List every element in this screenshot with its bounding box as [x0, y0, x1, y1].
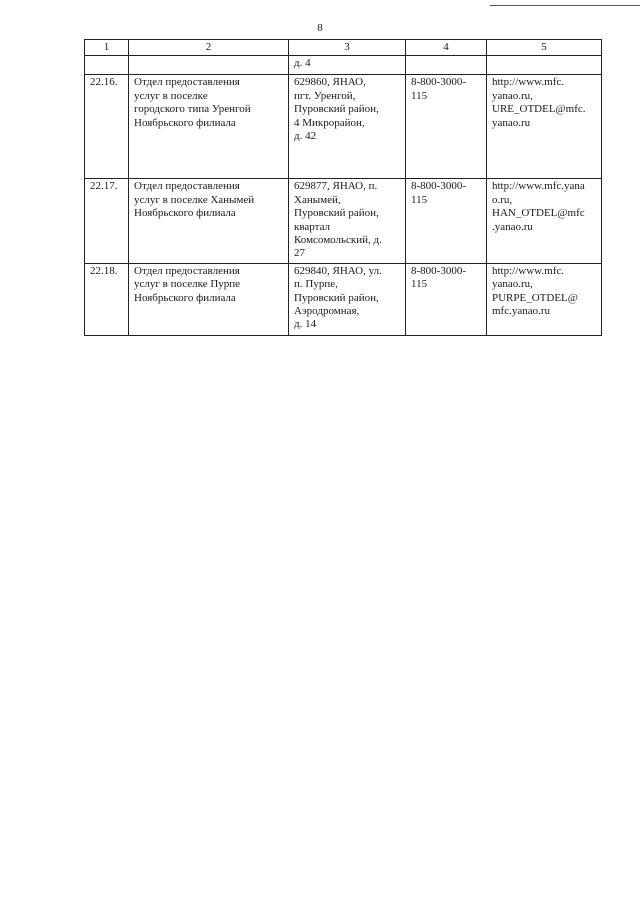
header-col-2: 2 — [129, 40, 289, 56]
page-number: 8 — [317, 22, 323, 34]
cell-name: Отдел предоставления услуг в поселке Пурпе Ноябрьского филиала — [129, 263, 289, 335]
cell-phone: 8-800-3000- 115 — [406, 75, 487, 179]
cell-address: 629860, ЯНАО, пгт. Уренгой, Пуровский район, 4 Микрорайон, д. 42 — [289, 75, 406, 179]
corner-line — [490, 5, 640, 6]
header-col-1: 1 — [85, 40, 129, 56]
cell-name — [129, 56, 289, 75]
cell-number: 22.17. — [85, 179, 129, 263]
header-col-4: 4 — [406, 40, 487, 56]
cell-number — [85, 56, 129, 75]
cell-contacts: http://www.mfc.yana o.ru, HAN_OTDEL@mfc .yanao.ru — [487, 179, 602, 263]
cell-address: д. 4 — [289, 56, 406, 75]
table-row — [85, 75, 602, 179]
cell-phone: 8-800-3000- 115 — [406, 179, 487, 263]
cell-contacts: http://www.mfc. yanao.ru, PURPE_OTDEL@ mfc.yanao.ru — [487, 263, 602, 335]
cell-contacts: http://www.mfc. yanao.ru, URE_OTDEL@mfc. yanao.ru — [487, 75, 602, 179]
cell-phone — [406, 56, 487, 75]
cell-number: 22.18. — [85, 263, 129, 335]
cell-name: Отдел предоставления услуг в поселке Ханымей Ноябрьского филиала — [129, 179, 289, 263]
cell-name: Отдел предоставления услуг в поселке городского типа Уренгой Ноябрьского филиала — [129, 75, 289, 179]
cell-phone: 8-800-3000- 115 — [406, 263, 487, 335]
table-row-continuation — [85, 56, 602, 75]
branch-table — [84, 39, 602, 336]
table-row — [85, 179, 602, 263]
table-row — [85, 263, 602, 335]
header-row — [85, 40, 602, 56]
cell-address: 629877, ЯНАО, п. Ханымей, Пуровский район, квартал Комсомольский, д. 27 — [289, 179, 406, 263]
cell-address: 629840, ЯНАО, ул. п. Пурпе, Пуровский район, Аэродромная, д. 14 — [289, 263, 406, 335]
header-col-5: 5 — [487, 40, 602, 56]
cell-number: 22.16. — [85, 75, 129, 179]
cell-contacts — [487, 56, 602, 75]
header-col-3: 3 — [289, 40, 406, 56]
